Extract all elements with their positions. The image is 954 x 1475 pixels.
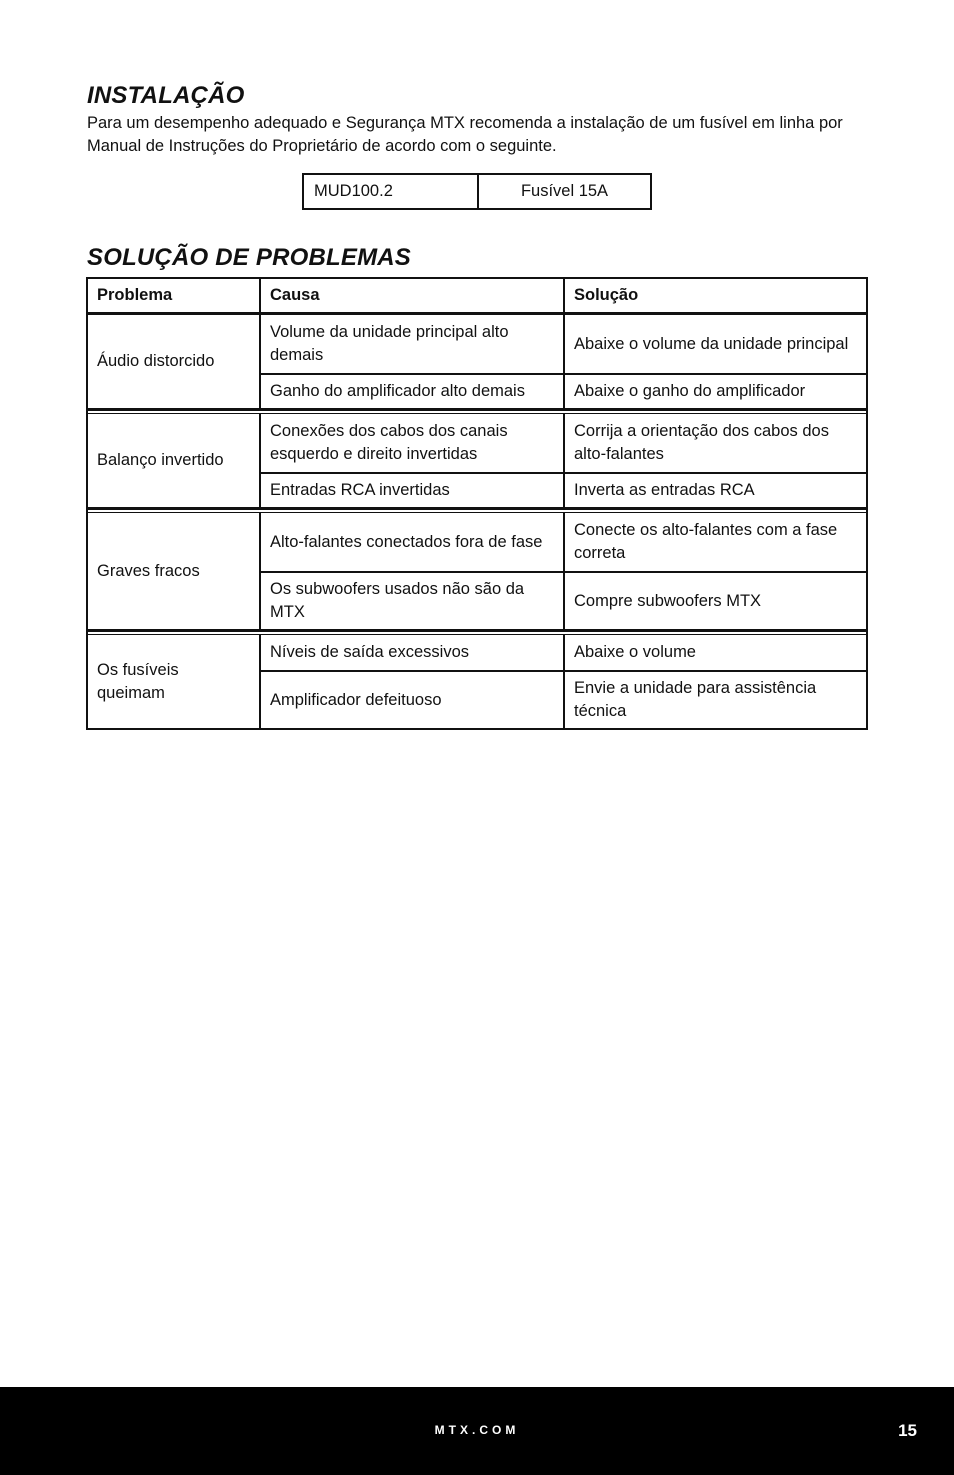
table-row bbox=[261, 472, 866, 507]
footer-site: MTX.COM bbox=[434, 1423, 520, 1437]
fuse-table-row bbox=[303, 174, 651, 209]
solution-cell: Abaixe o volume bbox=[574, 643, 696, 661]
fuse-table bbox=[302, 173, 652, 210]
solution-cell: Conecte os alto-falantes com a fase correta bbox=[574, 521, 838, 562]
solution-cell: Abaixe o ganho do amplificador bbox=[574, 382, 806, 400]
cause-cell: Conexões dos cabos dos canais esquerdo e direito invertidas bbox=[261, 414, 565, 472]
problem-cell: Áudio distorcido bbox=[88, 315, 261, 408]
installation-title: INSTALAÇÃO bbox=[87, 82, 245, 109]
troubleshooting-header-row bbox=[88, 279, 866, 315]
problem-group-inverted-balance bbox=[88, 410, 866, 509]
page-number: 15 bbox=[898, 1421, 917, 1440]
cause-cell: Entradas RCA invertidas bbox=[261, 474, 565, 507]
table-row bbox=[261, 670, 866, 728]
table-row bbox=[261, 373, 866, 408]
troubleshooting-title: SOLUÇÃO DE PROBLEMAS bbox=[87, 244, 412, 271]
page-footer bbox=[0, 1387, 954, 1475]
fuse-table-model: MUD100.2 bbox=[303, 174, 478, 209]
cause-cell: Amplificador defeituoso bbox=[261, 672, 565, 728]
cause-cell: Ganho do amplificador alto demais bbox=[261, 375, 565, 408]
header-problem: Problema bbox=[88, 279, 261, 312]
cause-cell: Alto-falantes conectados fora de fase bbox=[261, 513, 565, 571]
solution-cell: Compre subwoofers MTX bbox=[574, 591, 762, 610]
table-row bbox=[261, 571, 866, 629]
problem-cell: Balanço invertido bbox=[88, 414, 261, 507]
cause-cell: Volume da unidade principal alto demais bbox=[261, 315, 565, 373]
header-solution: Solução bbox=[574, 286, 639, 304]
solution-cell: Envie a unidade para assistência técnica bbox=[574, 679, 817, 720]
problem-cell: Os fusíveis queimam bbox=[88, 635, 261, 728]
solution-cell: Abaixe o volume da unidade principal bbox=[574, 334, 849, 353]
cause-cell: Os subwoofers usados não são da MTX bbox=[261, 573, 565, 629]
problem-cell: Graves fracos bbox=[88, 513, 261, 629]
problem-group-distorted-audio bbox=[88, 315, 866, 410]
header-cause: Causa bbox=[261, 279, 565, 312]
troubleshooting-table bbox=[86, 277, 868, 730]
table-row bbox=[261, 414, 866, 472]
solution-cell: Inverta as entradas RCA bbox=[574, 481, 755, 499]
fuse-table-fuse: Fusível 15A bbox=[478, 174, 651, 209]
table-row bbox=[261, 635, 866, 670]
table-row bbox=[261, 513, 866, 571]
cause-cell: Níveis de saída excessivos bbox=[261, 635, 565, 670]
solution-cell: Corrija a orientação dos cabos dos alto-falantes bbox=[574, 422, 829, 463]
table-row bbox=[261, 315, 866, 373]
installation-text: Para um desempenho adequado e Segurança MTX recomenda a instalação de um fusível em linha por Manual de Instruções do Proprietário de acordo com o seguinte. bbox=[87, 114, 843, 155]
problem-group-weak-bass bbox=[88, 509, 866, 631]
problem-group-blown-fuses bbox=[88, 631, 866, 730]
